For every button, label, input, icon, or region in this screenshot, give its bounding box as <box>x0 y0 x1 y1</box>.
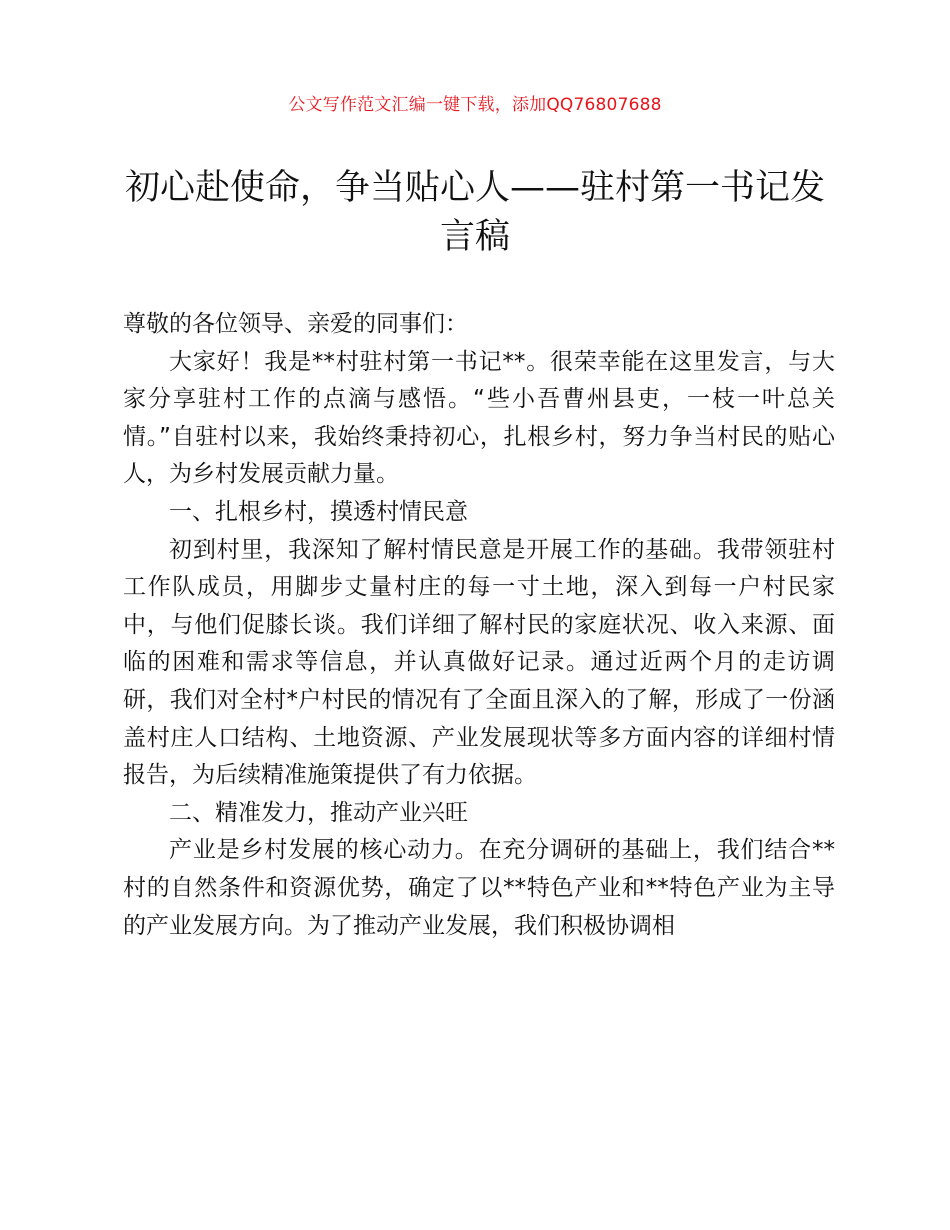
section-heading-2: 二、精准发力，推动产业兴旺 <box>169 799 468 826</box>
document-title: 初心赴使命，争当贴心人——驻村第一书记发言稿 <box>124 168 825 257</box>
section-heading-1: 一、扎根乡村，摸透村情民意 <box>169 498 468 525</box>
paragraph-intro: 大家好！我是**村驻村第一书记**。很荣幸能在这里发言，与大家分享驻村工作的点滴与感悟。“些小吾曹州县吏，一枝一叶总关情。”自驻村以来，我始终秉持初心，扎根乡村，努力争当村民的贴心人，为乡村发展贡献力量。 <box>123 348 835 488</box>
paragraph-section-1: 初到村里，我深知了解村情民意是开展工作的基础。我带领驻村工作队成员，用脚步丈量村庄的每一寸土地，深入到每一户村民家中，与他们促膝长谈。我们详细了解村民的家庭状况、收入来源、面临的困难和需求等信息，并认真做好记录。通过近两个月的走访调研，我们对全村*户村民的情况有了全面且深入的了解，形成了一份涵盖村庄人口结构、土地资源、产业发展现状等多方面内容的详细村情报告，为后续精准施策提供了有力依据。 <box>123 536 835 789</box>
paragraph-section-2: 产业是乡村发展的核心动力。在充分调研的基础上，我们结合**村的自然条件和资源优势，确定了以**特色产业和**特色产业为主导的产业发展方向。为了推动产业发展，我们积极协调相 <box>123 837 835 939</box>
download-note-header: 公文写作范文汇编一键下载，添加QQ76807688 <box>288 95 662 115</box>
document-body <box>123 306 835 945</box>
salutation: 尊敬的各位领导、亲爱的同事们： <box>123 311 468 337</box>
